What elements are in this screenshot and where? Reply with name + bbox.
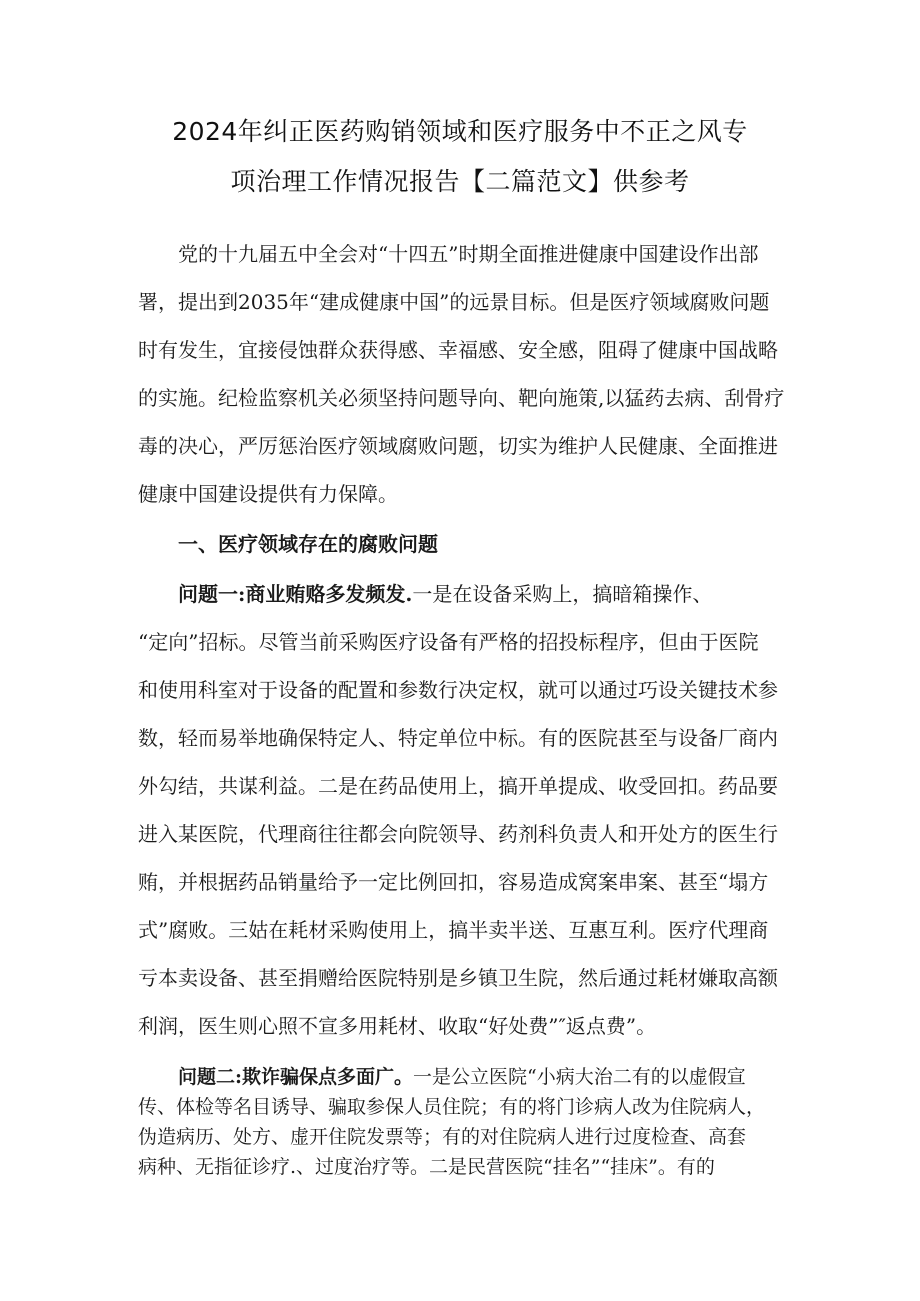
intro-line: 毒的决心，严厉惩治医疗领域腐败问题，切实为维护人民健康、全面推进 [138, 434, 778, 458]
problem-1-line: 外勾结，共谋利益。二是在药品使用上，搞开单提成、收受回扣。药品要 [138, 774, 778, 798]
problem-1-line: 贿，并根据药品销量给予一定比例回扣，容易造成窝案串案、甚至“塌方 [138, 870, 769, 894]
document-title-line-2: 项治理工作情况报告【二篇范文】供参考 [230, 167, 690, 196]
problem-1-first-text: 一是在设备采购上，搞暗箱操作、 [412, 582, 713, 606]
problem-1-line: “定向”招标。尽管当前采购医疗设备有严格的招投标程序，但由于医院 [138, 630, 759, 654]
intro-line: 署，提出到2035年“建成健康中国”的远景目标。但是医疗领域腐败问题 [138, 290, 770, 314]
problem-1-line: 式”腐败。三姑在耗材采购使用上，搞半卖半送、互惠互利。医疗代理商 [138, 918, 769, 942]
problem-1-line: 亏本卖设备、甚至捐赠给医院特别是乡镇卫生院，然后通过耗材嫌取高额 [138, 966, 778, 990]
problem-2-first-line [178, 1062, 838, 1089]
section-heading: 一、医疗领域存在的腐败问题 [178, 532, 438, 556]
intro-line: 健康中国建设提供有力保障。 [138, 482, 398, 506]
problem-2-line: 病种、无指征诊疗.、过度治疗等。二是民营医院“挂名”“挂床”。有的 [138, 1156, 715, 1178]
intro-line: 党的十九届五中全会对“十四五”时期全面推进健康中国建设作出部 [178, 242, 759, 266]
problem-1-label: 问题一:商业贿赂多发频发. [178, 582, 413, 606]
intro-line: 时有发生，宜接侵蚀群众获得感、幸福感、安全感，阻碍了健康中国战略 [138, 338, 778, 362]
problem-1-line: 利润，医生则心照不宣多用耗材、收取“好处费”″返点费”。 [138, 1014, 657, 1038]
problem-2-label: 问题二:欺诈骗保点多面广。 [178, 1066, 414, 1088]
intro-line: 的实施。纪检监察机关必须坚持问题导向、靶向施策,以猛药去病、刮骨疗 [138, 386, 785, 410]
problem-2-line: 传、体检等名目诱导、骗取参保人员住院；有的将门诊病人改为住院病人， [138, 1096, 766, 1118]
problem-1-first-line [178, 578, 838, 607]
problem-1-line: 数，轻而易举地确保特定人、特定单位中标。有的医院甚至与设备厂商内 [138, 726, 778, 750]
problem-1-line: 进入某医院，代理商往往都会向院领导、药剂科负责人和开处方的医生行 [138, 822, 778, 846]
document-title-line-1: 2024年纠正医药购销领域和医疗服务中不正之风专 [172, 117, 748, 146]
problem-2-line: 伪造病历、处方、虚开住院发票等；有的对住院病人进行过度检查、高套 [138, 1126, 747, 1148]
problem-1-line: 和使用科室对于设备的配置和参数行决定权，就可以通过巧设关键技术参 [138, 678, 778, 702]
problem-2-first-text: 一是公立医院“小病大治二有的以虚假宣 [413, 1066, 746, 1088]
